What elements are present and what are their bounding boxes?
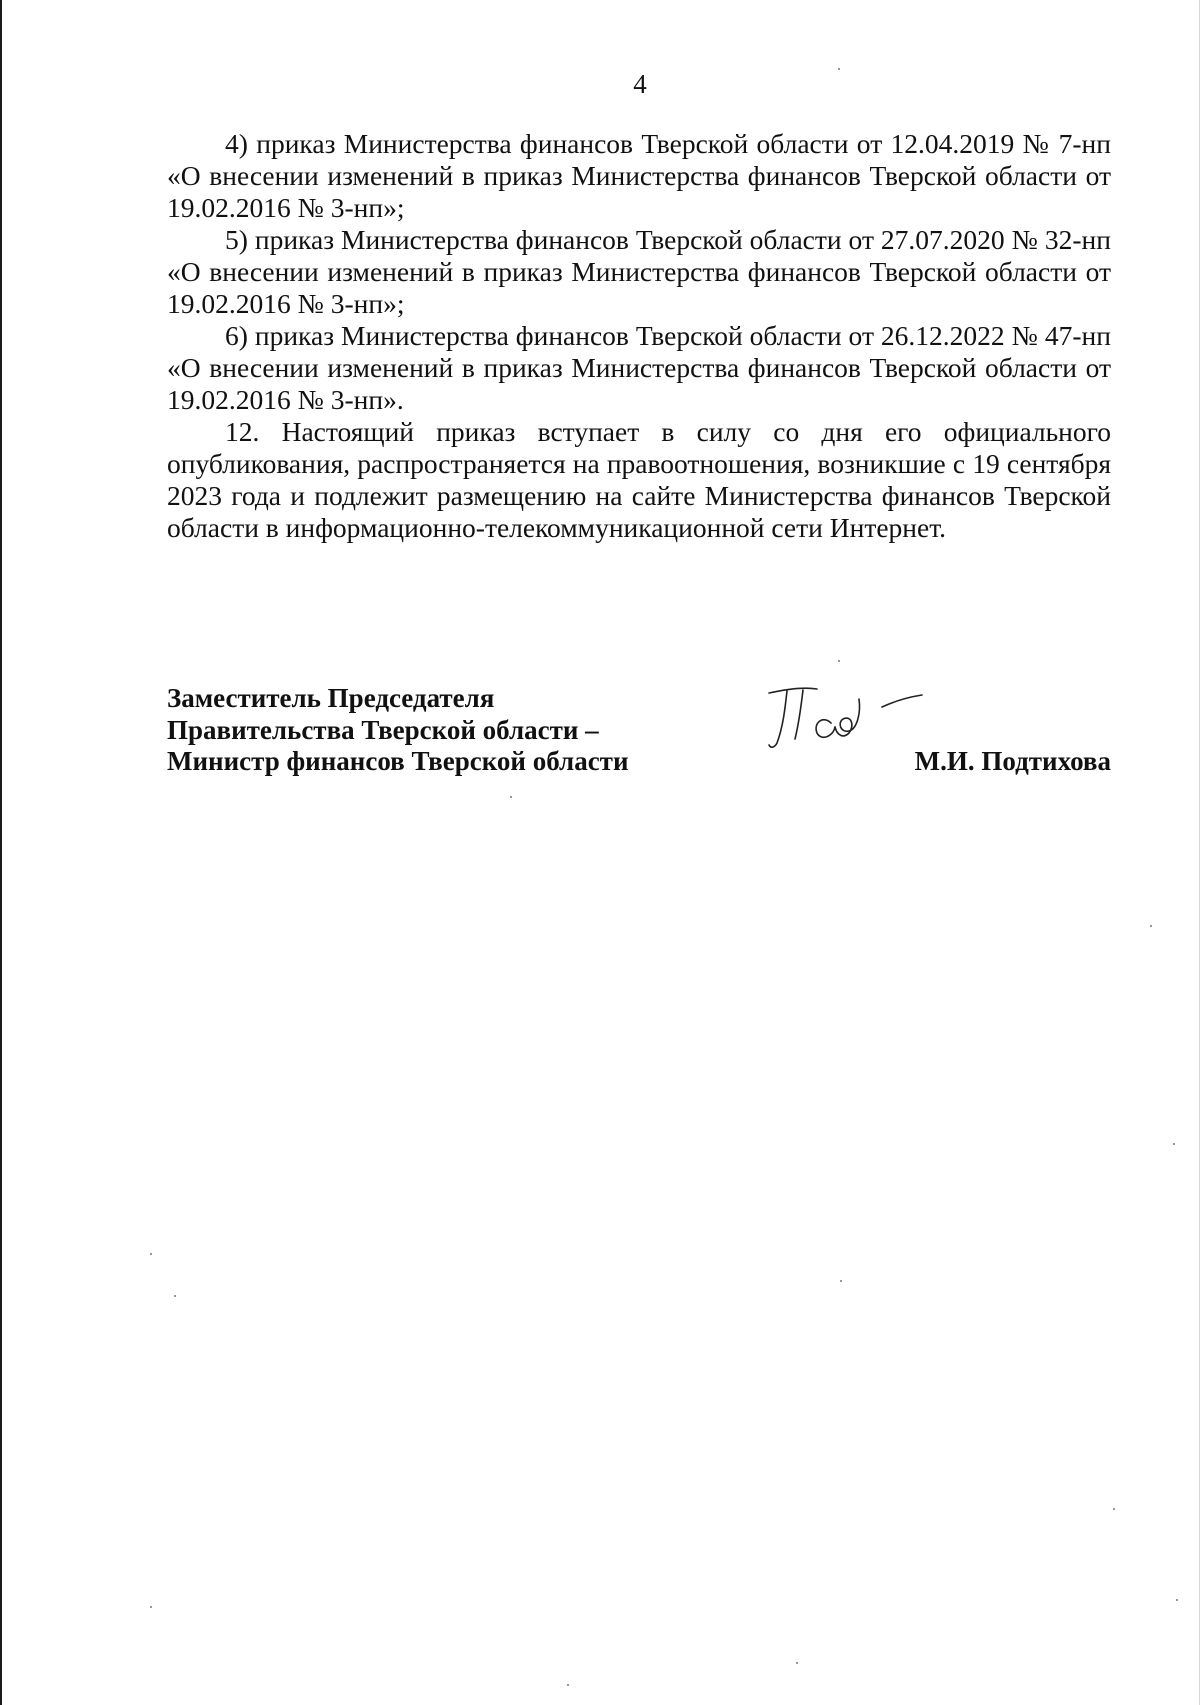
scan-speck xyxy=(567,1684,569,1686)
scan-edge-line xyxy=(0,0,2,1705)
paragraph-clause-12: 12. Настоящий приказ вступает в силу со дня его официального опубликования, распространяется на правоотношения, возникшие с 19 сентября 2023 года и подлежит размещению на сайте Министерства финансов Тверской области в информационно-телекоммуникационной сети Интернет. xyxy=(167,416,1111,543)
paragraph-item-6: 6) приказ Министерства финансов Тверской области от 26.12.2022 № 47-нп «О внесении изменений в приказ Министерства финансов Тверской области от 19.02.2016 № 3-нп». xyxy=(167,320,1111,415)
scan-speck xyxy=(840,1280,842,1282)
paragraph-item-5: 5) приказ Министерства финансов Тверской области от 27.07.2020 № 32-нп «О внесении изменений в приказ Министерства финансов Тверской области от 19.02.2016 № 3-нп»; xyxy=(167,224,1111,319)
document-body xyxy=(167,128,1111,544)
scan-speck xyxy=(1113,1508,1115,1510)
scan-speck xyxy=(150,1606,152,1608)
signer-title-line: Заместитель Председателя xyxy=(167,683,495,713)
scan-speck xyxy=(510,796,512,798)
page-number: 4 xyxy=(633,69,647,99)
scan-speck xyxy=(150,1253,152,1255)
signer-name: М.И. Подтихова xyxy=(914,746,1111,776)
scan-speck xyxy=(838,660,840,662)
scan-speck xyxy=(1150,925,1152,927)
scan-speck xyxy=(838,68,840,70)
paragraph-item-4: 4) приказ Министерства финансов Тверской области от 12.04.2019 № 7-нп «О внесении изменений в приказ Министерства финансов Тверской области от 19.02.2016 № 3-нп»; xyxy=(167,128,1111,223)
signer-title-line: Правительства Тверской области – xyxy=(167,714,599,745)
signer-title-line: Министр финансов Тверской области xyxy=(167,746,629,776)
scan-speck xyxy=(796,1662,798,1664)
scan-speck xyxy=(174,1295,176,1297)
scan-speck xyxy=(1173,1143,1175,1145)
signature-block xyxy=(167,683,1111,793)
handwritten-signature xyxy=(747,673,927,763)
scan-speck xyxy=(1176,1599,1178,1601)
